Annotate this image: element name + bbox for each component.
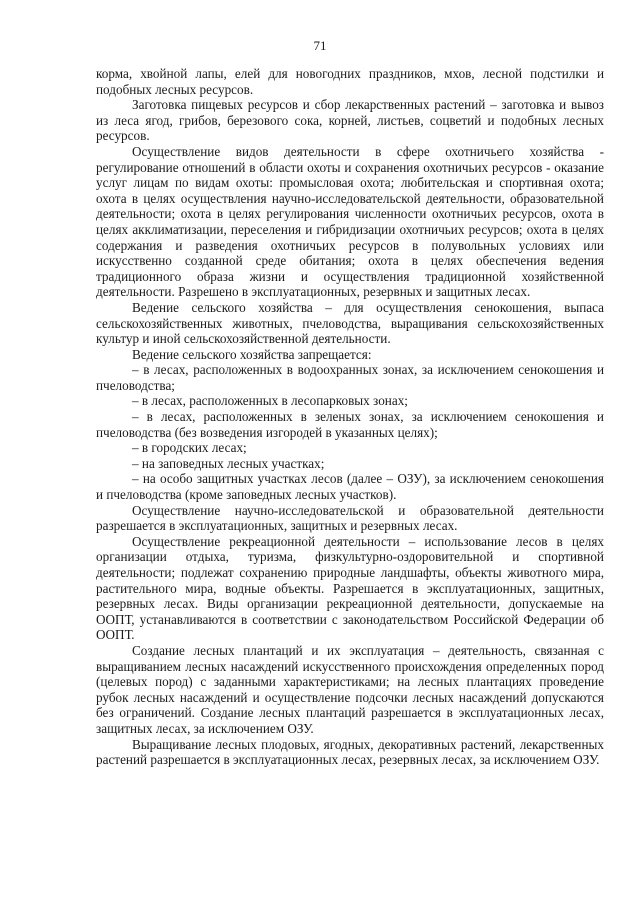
- list-item: – в городских лесах;: [132, 440, 247, 456]
- list-item: – в лесах, расположенных в зеленых зонах, за исключением сенокошения и пчеловодства (без возведения изгородей в указанных целях);: [96, 409, 604, 440]
- list-item: – на заповедных лесных участках;: [132, 455, 325, 471]
- document-body: [96, 66, 604, 768]
- paragraph: корма, хвойной лапы, елей для новогодних праздников, мхов, лесной подстилки и подобных лесных ресурсов.: [96, 66, 604, 97]
- paragraph: Осуществление научно-исследовательской и образовательной деятельности разрешается в эксплуатационных, защитных и резервных лесах.: [96, 502, 604, 534]
- paragraph: Выращивание лесных плодовых, ягодных, декоративных растений, лекарственных растений разрешается в эксплуатационных лесах, резервных лесах, за исключением ОЗУ.: [96, 736, 604, 768]
- paragraph: Создание лесных плантаций и их эксплуатация – деятельность, связанная с выращиванием лесных насаждений искусственного происхождения определенных пород (целевых пород) с заданными характеристиками; на лесных плантациях проведение рубок лесных насаждений и осуществление подсочки лесных насаждений допускаются без ограничений. Создание лесных плантаций разрешается в эксплуатационных лесах, защитных лесах, за исключением ОЗУ.: [96, 642, 604, 736]
- paragraph: Заготовка пищевых ресурсов и сбор лекарственных растений – заготовка и вывоз из леса ягод, грибов, березового сока, корней, листьев, соцветий и подобных лесных ресурсов.: [96, 97, 604, 144]
- list-item: – в лесах, расположенных в водоохранных зонах, за исключением сенокошения и пчеловодства;: [96, 362, 604, 393]
- paragraph: Ведение сельского хозяйства запрещается:: [132, 346, 372, 362]
- list-item: – в лесах, расположенных в лесопарковых зонах;: [132, 393, 408, 409]
- paragraph: Осуществление видов деятельности в сфере охотничьего хозяйства - регулирование отношений в области охоты и сохранения охотничьих ресурсов - оказание услуг лицам по видам охоты: промысловая охота; любительская и спортивная охота; охота в целях осуществления научно-исследовательской деятельности, образовательной деятельности; охота в целях регулирования численности охотничьих ресурсов, охота в целях акклиматизации, переселения и гибридизации охотничьих ресурсов; охота в целях содержания и разведения охотничьих ресурсов в полувольных условиях или искусственно созданной среде обитания; охота в целях обеспечения ведения традиционного образа жизни и осуществления традиционной хозяйственной деятельности. Разрешено в эксплуатационных, резервных и защитных лесах.: [96, 143, 604, 300]
- list-item: – на особо защитных участках лесов (далее – ОЗУ), за исключением сенокошения и пчеловодства (кроме заповедных лесных участков).: [96, 471, 604, 503]
- paragraph: Осуществление рекреационной деятельности – использование лесов в целях организации отдыха, туризма, физкультурно-оздоровительной и спортивной деятельности; подлежат сохранению природные ландшафты, объекты животного мира, растительного мира, водные объекты. Разрешается в эксплуатационных, защитных, резервных лесах. Виды организации рекреационной деятельности, допускаемые на ООПТ, устанавливаются в соответствии с законодательством Российской Федерации об ООПТ.: [96, 533, 604, 643]
- paragraph: Ведение сельского хозяйства – для осуществления сенокошения, выпаса сельскохозяйственных животных, пчеловодства, выращивания сельскохозяйственных культур и иной сельскохозяйственной деятельности.: [96, 299, 604, 347]
- page-number: 71: [313, 38, 327, 53]
